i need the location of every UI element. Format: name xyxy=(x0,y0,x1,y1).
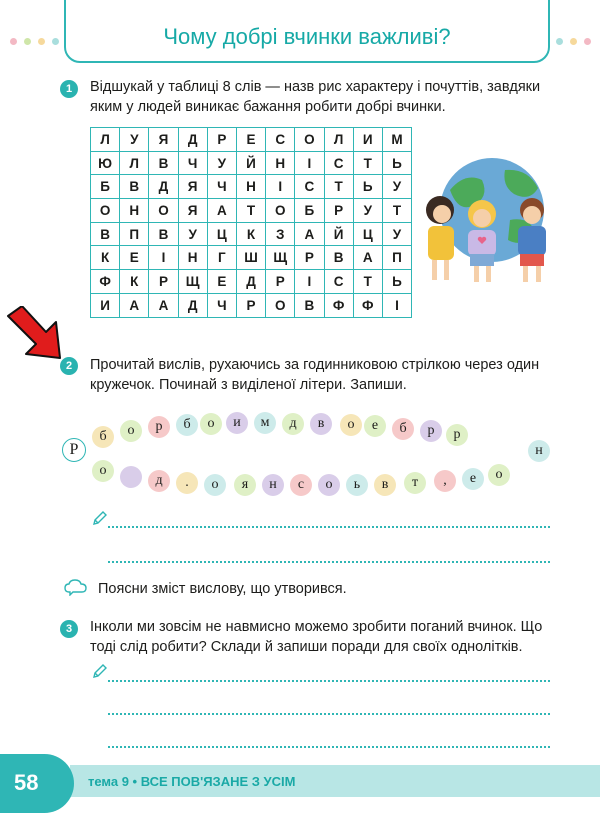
grid-cell[interactable]: В xyxy=(91,222,120,246)
grid-cell[interactable]: Ф xyxy=(91,270,120,294)
grid-cell[interactable]: О xyxy=(266,293,295,317)
grid-cell[interactable]: Л xyxy=(120,151,149,175)
grid-row xyxy=(91,222,412,246)
grid-cell[interactable]: Н xyxy=(236,175,265,199)
letter-circle: б xyxy=(92,426,114,448)
grid-cell[interactable]: Е xyxy=(236,128,265,152)
letter-circle: н xyxy=(262,474,284,496)
task-2-text: Прочитай вислів, рухаючись за годинниковою стрілкою через один кружечок. Починай з виділеної літери. Запиши. xyxy=(90,357,540,393)
task-number: 2 xyxy=(60,357,78,375)
grid-cell[interactable]: Е xyxy=(207,270,236,294)
grid-row xyxy=(91,293,412,317)
grid-cell[interactable]: Ч xyxy=(178,151,207,175)
speech-cloud-icon xyxy=(64,578,88,596)
grid-cell[interactable]: С xyxy=(266,128,295,152)
grid-cell[interactable]: О xyxy=(91,199,120,223)
grid-cell[interactable]: Я xyxy=(178,175,207,199)
grid-cell[interactable]: В xyxy=(324,246,353,270)
grid-cell[interactable]: Д xyxy=(178,128,207,152)
grid-cell[interactable]: П xyxy=(120,222,149,246)
grid-row xyxy=(91,270,412,294)
grid-cell[interactable]: Ю xyxy=(91,151,120,175)
grid-cell[interactable]: Р xyxy=(236,293,265,317)
task-3-text: Інколи ми зовсім не навмисно можемо зробити поганий вчинок. Що тоді слід робити? Склади й запиши поради для своїх однолітків. xyxy=(90,619,543,655)
grid-cell[interactable]: У xyxy=(353,199,382,223)
grid-cell[interactable]: С xyxy=(324,151,353,175)
letter-circle: о xyxy=(340,414,362,436)
grid-cell[interactable]: Т xyxy=(236,199,265,223)
letter-circle: е xyxy=(364,415,386,437)
letter-circle: т xyxy=(404,472,426,494)
grid-cell[interactable]: Л xyxy=(324,128,353,152)
task-1-text: Відшукай у таблиці 8 слів — назв рис характеру і почуттів, завдяки яким у людей виникає бажання робити добрі вчинки. xyxy=(90,79,541,115)
grid-cell[interactable]: Р xyxy=(324,199,353,223)
letter-circle: о xyxy=(92,460,114,482)
answer-line[interactable] xyxy=(108,680,550,682)
grid-cell[interactable]: Н xyxy=(178,246,207,270)
grid-cell[interactable]: Ь xyxy=(382,151,411,175)
grid-cell[interactable]: Ф xyxy=(353,293,382,317)
letter-circle: н xyxy=(528,440,550,462)
grid-cell[interactable]: Р xyxy=(295,246,324,270)
letter-circle: , xyxy=(434,470,456,492)
grid-cell[interactable]: А xyxy=(120,293,149,317)
grid-row xyxy=(91,246,412,270)
grid-cell[interactable]: Т xyxy=(324,175,353,199)
letter-circle: р xyxy=(420,420,442,442)
grid-cell[interactable]: В xyxy=(149,222,178,246)
grid-cell[interactable]: І xyxy=(295,270,324,294)
red-arrow-icon xyxy=(4,306,70,362)
grid-cell[interactable]: А xyxy=(353,246,382,270)
grid-cell[interactable]: И xyxy=(91,293,120,317)
letter-circle: е xyxy=(462,468,484,490)
answer-line[interactable] xyxy=(108,713,550,715)
grid-cell[interactable]: Щ xyxy=(178,270,207,294)
grid-cell[interactable]: З xyxy=(266,222,295,246)
pencil-icon xyxy=(92,510,108,526)
grid-cell[interactable]: У xyxy=(382,175,411,199)
grid-row xyxy=(91,175,412,199)
grid-cell[interactable]: Е xyxy=(120,246,149,270)
pencil-icon xyxy=(92,663,108,679)
grid-cell[interactable]: И xyxy=(353,128,382,152)
letter-circle: д xyxy=(282,413,304,435)
start-letter-circle: Р xyxy=(62,438,86,462)
grid-cell[interactable]: Т xyxy=(353,270,382,294)
grid-cell[interactable]: Ц xyxy=(207,222,236,246)
grid-cell[interactable]: Д xyxy=(149,175,178,199)
grid-cell[interactable]: О xyxy=(149,199,178,223)
grid-cell[interactable]: Б xyxy=(91,175,120,199)
page-title: Чому добрі вчинки важливі? xyxy=(163,24,451,49)
grid-cell[interactable]: М xyxy=(382,128,411,152)
letter-circle: д xyxy=(148,470,170,492)
letter-circle: и xyxy=(226,412,248,434)
grid-cell[interactable]: Л xyxy=(91,128,120,152)
decor-dot xyxy=(10,38,17,45)
grid-cell[interactable]: І xyxy=(382,293,411,317)
grid-cell[interactable]: Д xyxy=(178,293,207,317)
grid-cell[interactable]: У xyxy=(178,222,207,246)
decor-dot xyxy=(584,38,591,45)
grid-cell[interactable]: Я xyxy=(149,128,178,152)
grid-cell[interactable]: Й xyxy=(324,222,353,246)
grid-cell[interactable]: У xyxy=(382,222,411,246)
grid-cell[interactable]: Ф xyxy=(324,293,353,317)
grid-cell[interactable]: К xyxy=(236,222,265,246)
grid-cell[interactable]: В xyxy=(295,293,324,317)
grid-cell[interactable]: Н xyxy=(266,151,295,175)
grid-row xyxy=(91,128,412,152)
grid-cell[interactable]: А xyxy=(295,222,324,246)
grid-cell[interactable]: І xyxy=(295,151,324,175)
decor-dot xyxy=(24,38,31,45)
grid-cell[interactable]: Р xyxy=(266,270,295,294)
letter-circle: в xyxy=(310,413,332,435)
letter-circle: р xyxy=(446,424,468,446)
letter-circle: м xyxy=(254,412,276,434)
grid-cell[interactable]: Ц xyxy=(353,222,382,246)
grid-cell[interactable]: Щ xyxy=(266,246,295,270)
grid-cell[interactable]: Т xyxy=(353,151,382,175)
task-number: 3 xyxy=(60,620,78,638)
grid-cell[interactable]: Р xyxy=(207,128,236,152)
grid-cell[interactable]: Я xyxy=(178,199,207,223)
children-globe-illustration xyxy=(410,150,570,290)
grid-cell[interactable]: Д xyxy=(236,270,265,294)
answer-line[interactable] xyxy=(108,746,550,748)
grid-cell[interactable]: В xyxy=(120,175,149,199)
decor-dot xyxy=(556,38,563,45)
letter-circle: о xyxy=(204,474,226,496)
grid-cell[interactable]: Й xyxy=(236,151,265,175)
grid-cell[interactable]: О xyxy=(266,199,295,223)
letter-circle: р xyxy=(148,416,170,438)
letter-circle: в xyxy=(374,474,396,496)
task-number: 1 xyxy=(60,80,78,98)
decor-dot xyxy=(52,38,59,45)
letter-circle: ь xyxy=(346,474,368,496)
grid-row xyxy=(91,199,412,223)
explain-prompt: Поясни зміст вислову, що утворився. xyxy=(98,581,347,597)
letter-circle xyxy=(120,466,142,488)
grid-cell[interactable]: С xyxy=(295,175,324,199)
grid-cell[interactable]: А xyxy=(207,199,236,223)
grid-cell[interactable]: І xyxy=(149,246,178,270)
letter-circle: о xyxy=(318,474,340,496)
page-number: 58 xyxy=(14,770,39,795)
grid-cell[interactable]: Т xyxy=(382,199,411,223)
grid-cell[interactable]: Ч xyxy=(207,175,236,199)
grid-cell[interactable]: Ш xyxy=(236,246,265,270)
grid-cell[interactable]: Р xyxy=(149,270,178,294)
footer-topic: тема 9 • ВСЕ ПОВ'ЯЗАНЕ З УСІМ xyxy=(88,774,296,789)
decor-dot xyxy=(570,38,577,45)
grid-cell[interactable]: Ь xyxy=(382,270,411,294)
answer-line[interactable] xyxy=(108,526,550,528)
grid-cell[interactable]: І xyxy=(266,175,295,199)
letter-circle: о xyxy=(120,420,142,442)
grid-cell[interactable]: Ь xyxy=(353,175,382,199)
grid-cell[interactable]: П xyxy=(382,246,411,270)
grid-cell[interactable]: С xyxy=(324,270,353,294)
letter-circle: с xyxy=(290,474,312,496)
grid-cell[interactable]: Г xyxy=(207,246,236,270)
decor-dot xyxy=(38,38,45,45)
grid-cell[interactable]: К xyxy=(120,270,149,294)
letter-circle: б xyxy=(392,418,414,440)
grid-cell[interactable]: О xyxy=(295,128,324,152)
grid-cell[interactable]: Н xyxy=(120,199,149,223)
letter-circle: о xyxy=(200,413,222,435)
letter-circle: о xyxy=(488,464,510,486)
grid-cell[interactable]: Б xyxy=(295,199,324,223)
grid-cell[interactable]: Ч xyxy=(207,293,236,317)
grid-cell[interactable]: В xyxy=(149,151,178,175)
answer-line[interactable] xyxy=(108,561,550,563)
letter-circle: б xyxy=(176,414,198,436)
letter-circle: . xyxy=(176,472,198,494)
grid-row xyxy=(91,151,412,175)
word-search-grid[interactable] xyxy=(90,127,412,318)
grid-cell[interactable]: У xyxy=(207,151,236,175)
letter-circle: я xyxy=(234,474,256,496)
grid-cell[interactable]: У xyxy=(120,128,149,152)
grid-cell[interactable]: К xyxy=(91,246,120,270)
grid-cell[interactable]: А xyxy=(149,293,178,317)
